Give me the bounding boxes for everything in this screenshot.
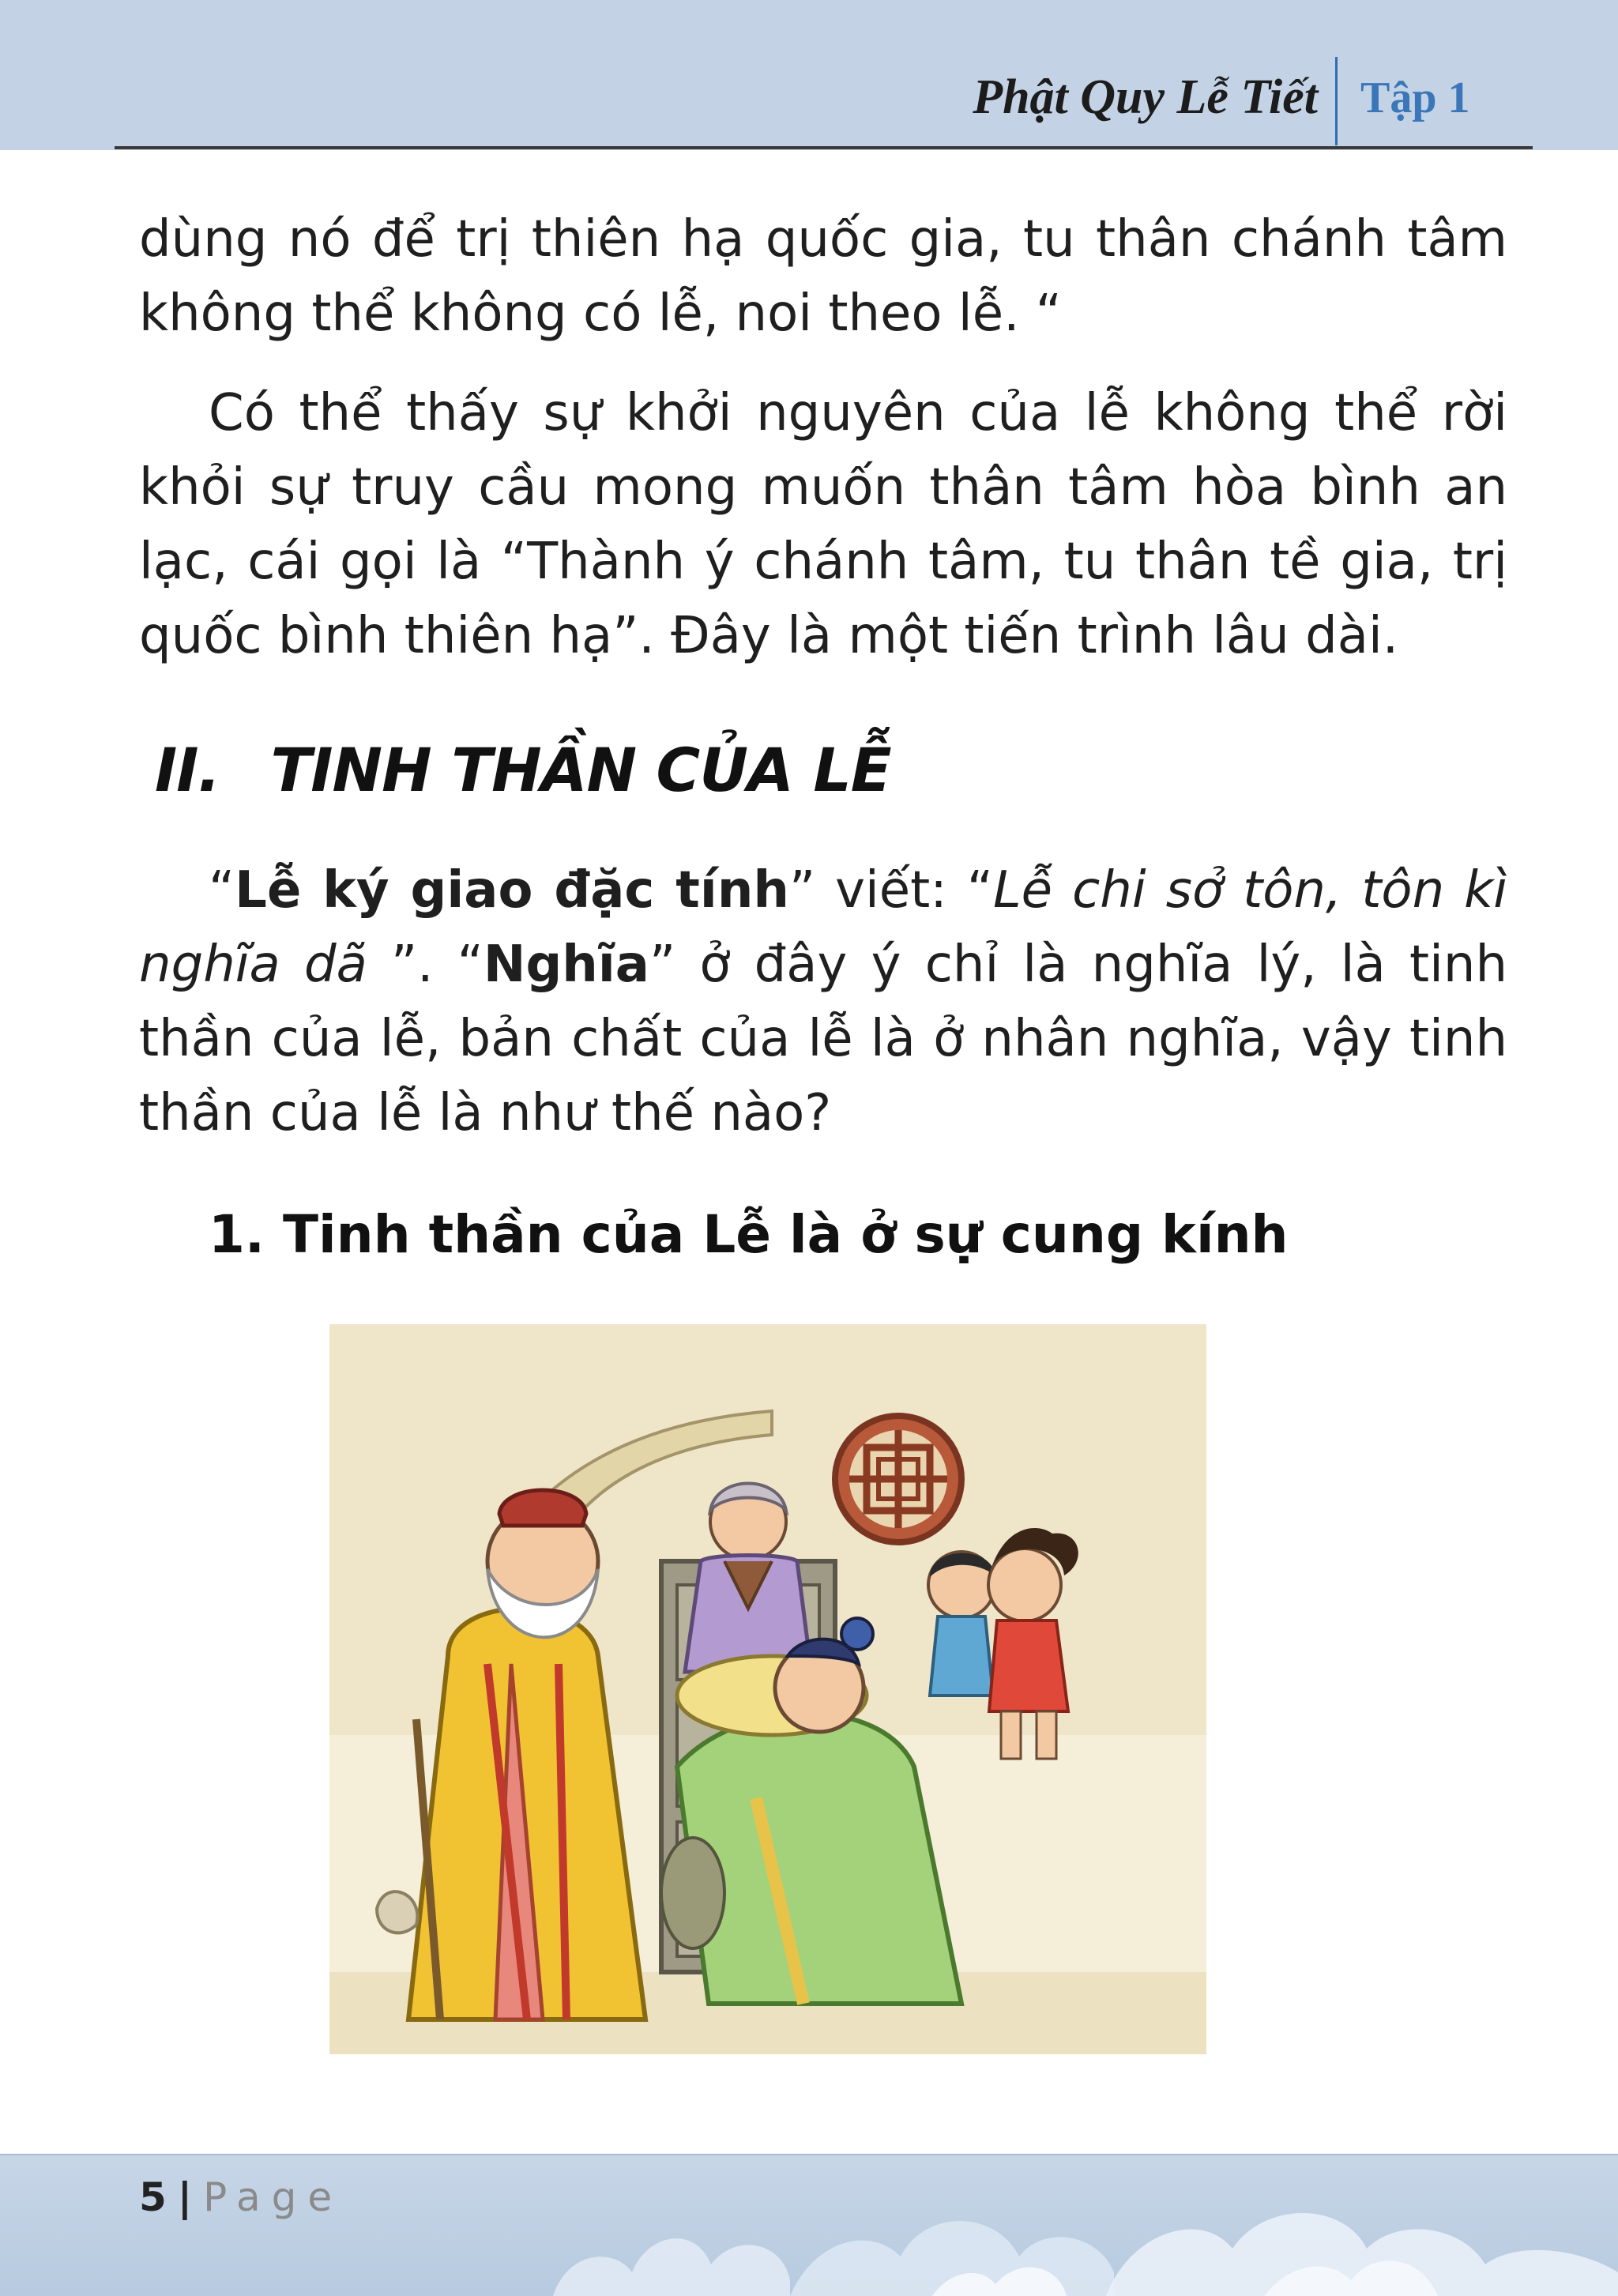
- paragraph-3: [139, 853, 1507, 1150]
- source-title: Lễ ký giao đặc tính: [235, 861, 789, 920]
- volume-label: Tập 1: [1360, 73, 1470, 122]
- footer-rule: [0, 2154, 1618, 2155]
- after-title-text: ” viết: “: [788, 861, 994, 920]
- paragraph-3-rest: ” ở đây ý chỉ là nghĩa lý, là tinh thần của lễ, bản chất của lễ là ở nhân nghĩa, vậy tinh thần của lễ là như thế nào?: [139, 935, 1508, 1142]
- book-title: Phật Quy Lễ Tiết: [973, 70, 1318, 124]
- subsection-heading: 1. Tinh thần của Lễ là ở sự cung kính: [209, 1204, 1289, 1265]
- header-divider: [1335, 57, 1338, 145]
- page-number-value: 5: [139, 2174, 167, 2220]
- section-title: TINH THẦN CỦA LỄ: [270, 735, 891, 805]
- paragraph-1: dùng nó để trị thiên hạ quốc gia, tu thân chánh tâm không thể không có lễ, noi theo lễ. “: [139, 210, 1507, 343]
- classical-quote: Lễ chi sở tôn, tôn kì nghĩa dã: [139, 861, 1508, 994]
- section-number: II.: [155, 735, 220, 805]
- paragraph-2: Có thể thấy sự khởi nguyên của lễ không thể rời khỏi sự truy cầu mong muốn thân tâm hòa bình an lạc, cái gọi là “Thành ý chánh tâm, tu thân tề gia, trị quốc bình thiên hạ”. Đây là một tiến trình lâu dài.: [139, 384, 1507, 665]
- header-rule: [115, 146, 1533, 149]
- term-nghia: Nghĩa: [483, 935, 649, 994]
- page-number: [139, 2174, 343, 2220]
- after-quote-text: ”. “: [367, 935, 484, 994]
- confucius-teaching-illustration: [329, 1324, 1206, 2054]
- section-heading: [155, 735, 891, 805]
- lattice-window-icon: [835, 1416, 961, 1542]
- page-word: Page: [203, 2174, 344, 2220]
- page-separator: |: [177, 2174, 193, 2220]
- open-quote: “: [209, 861, 235, 920]
